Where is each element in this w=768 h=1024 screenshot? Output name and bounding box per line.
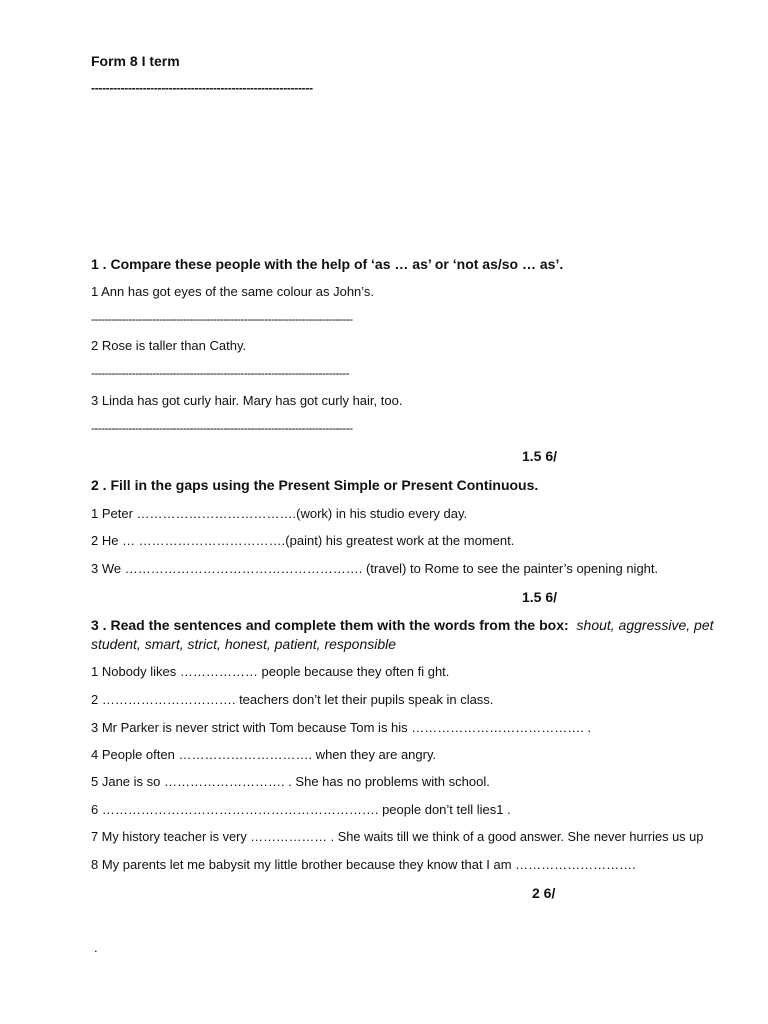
section2-item-3: 3 We ………………………………………………. (travel) to Rome to see the painter’s opening night. bbox=[91, 561, 659, 576]
section3-item-8: 8 My parents let me babysit my little brother because they know that I am ………………………. bbox=[91, 857, 636, 872]
form-title: Form 8 I term bbox=[91, 53, 180, 69]
section3-item-1: 1 Nobody likes ……………… people because they often fi ght. bbox=[91, 664, 450, 679]
section1-score: 1.5 6/ bbox=[522, 448, 558, 464]
section1-item-3: 3 Linda has got curly hair. Mary has got curly hair, too. bbox=[91, 393, 403, 408]
footer-dot: . bbox=[94, 940, 98, 955]
section3-word-box-line2: student, smart, strict, honest, patient, responsible bbox=[91, 636, 397, 652]
section3-score: 2 6/ bbox=[532, 885, 556, 901]
section3-item-2: 2 …………………………. teachers don’t let their pupils speak in class. bbox=[91, 692, 494, 707]
section2-item-1: 1 Peter ……………………………….(work) in his studio every day. bbox=[91, 506, 468, 521]
section1-answer-line-3: ----------------------------------------------------------------------------- bbox=[91, 421, 353, 435]
section3-heading bbox=[91, 617, 714, 633]
section3-item-5: 5 Jane is so ………………………. . She has no problems with school. bbox=[91, 774, 490, 789]
section3-item-4: 4 People often …………………………. when they are angry. bbox=[91, 747, 437, 762]
header-dashes: ------------------------------------------------------------ bbox=[91, 81, 313, 95]
section1-answer-line-1: ----------------------------------------------------------------------------- bbox=[91, 312, 353, 326]
section3-word-box-line1: shout, aggressive, pet bbox=[576, 617, 714, 633]
section1-heading: 1 . Compare these people with the help of ‘as … as’ or ‘not as/so … as’. bbox=[91, 256, 564, 272]
section1-item-2: 2 Rose is taller than Cathy. bbox=[91, 338, 247, 353]
section1-item-1: 1 Ann has got eyes of the same colour as John’s. bbox=[91, 284, 375, 299]
section1-answer-line-2: ---------------------------------------------------------------------------- bbox=[91, 366, 350, 380]
section2-score: 1.5 6/ bbox=[522, 589, 558, 605]
section3-heading-text: 3 . Read the sentences and complete them with the words from the box: bbox=[91, 617, 569, 633]
section3-item-6: 6 ………………………………………………………. people don’t tell lies1 . bbox=[91, 802, 511, 817]
section3-item-3: 3 Mr Parker is never strict with Tom because Tom is his …………………………………. . bbox=[91, 720, 592, 735]
section2-heading: 2 . Fill in the gaps using the Present Simple or Present Continuous. bbox=[91, 477, 539, 493]
section2-item-2: 2 He … …………………………….(paint) his greatest work at the moment. bbox=[91, 533, 515, 548]
section3-item-7: 7 My history teacher is very ……………… . She waits till we think of a good answer. She never hurries us up bbox=[91, 829, 704, 844]
